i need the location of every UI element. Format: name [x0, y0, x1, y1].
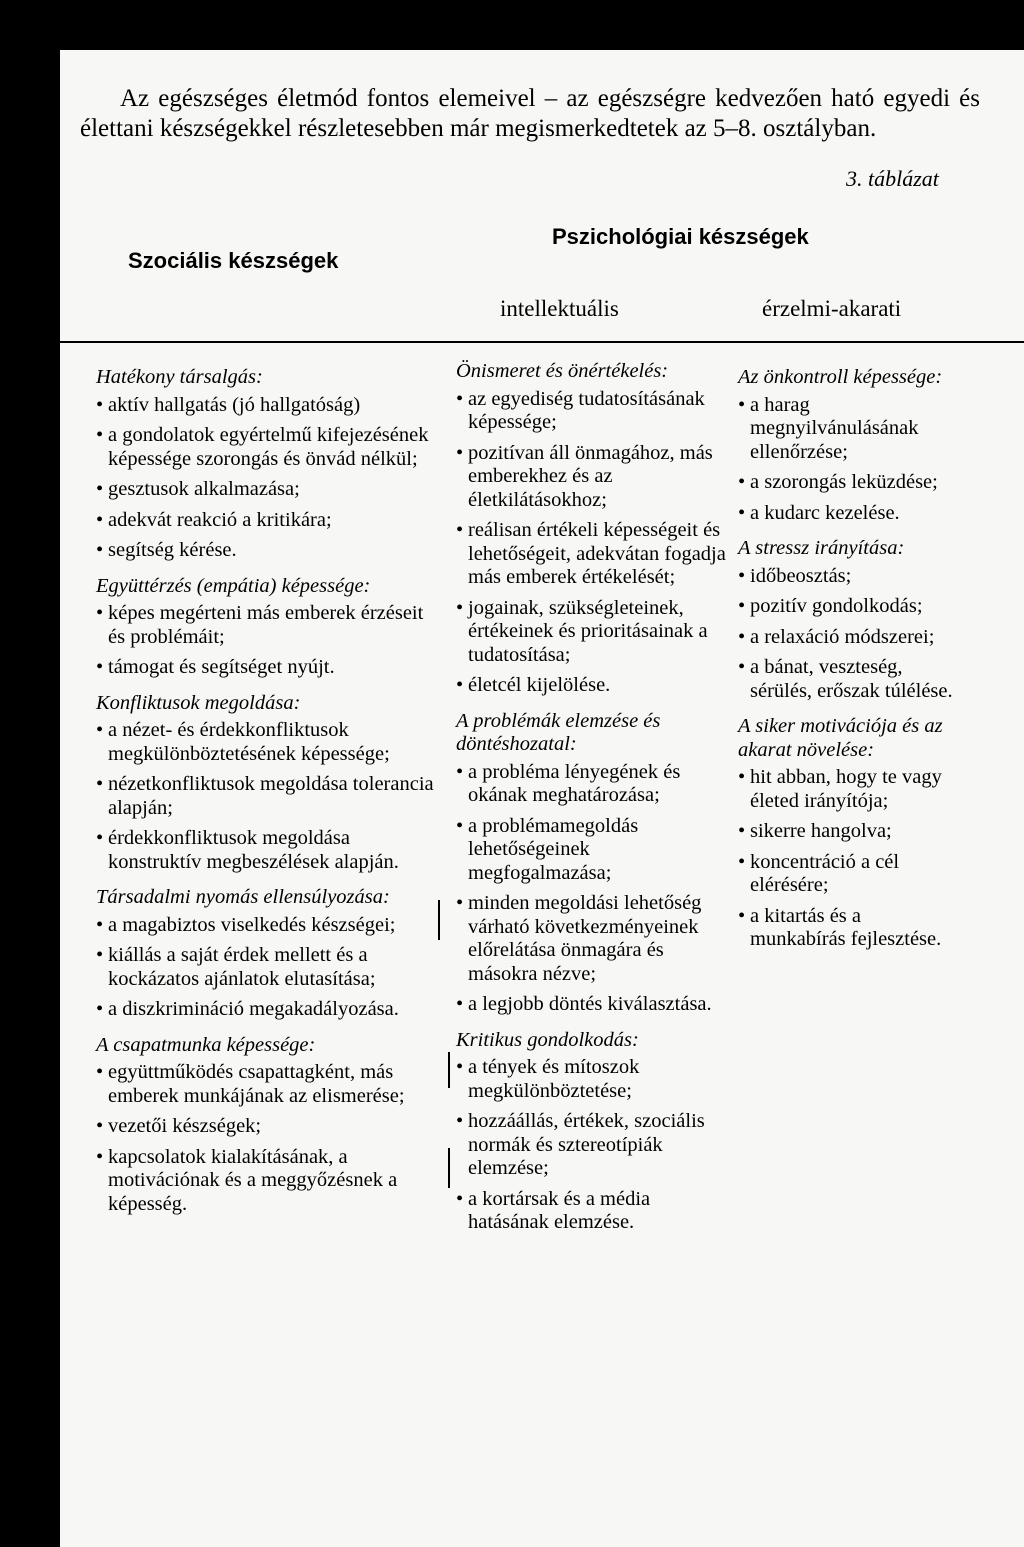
list-item: • nézetkonfliktusok megoldása tolerancia alapján; — [96, 773, 441, 820]
header-intellectual: intellektuális — [500, 296, 619, 321]
list-item: • hozzáállás, értékek, szociális normák és sztereotípiák elemzése; — [456, 1110, 726, 1181]
list-item: • időbeosztás; — [738, 565, 958, 589]
list — [96, 719, 441, 874]
section-title: A siker motivációja és az akarat növelése: — [738, 715, 943, 761]
list-item: • segítség kérése. — [96, 539, 441, 563]
section-title: A csapatmunka képessége: — [96, 1033, 316, 1056]
list-item: • a magabiztos viselkedés készségei; — [96, 914, 441, 938]
list-item: • a probléma lényegének és okának meghatározása; — [456, 761, 726, 808]
list-item: • a diszkrimináció megakadályozása. — [96, 998, 441, 1022]
list-item: • hit abban, hogy te vagy életed irányítója; — [738, 766, 958, 813]
list-item: • koncentráció a cél elérésére; — [738, 851, 958, 898]
table-label: 3. táblázat — [846, 166, 939, 191]
section-title: A stressz irányítása: — [738, 537, 905, 559]
section-title: Együttérzés (empátia) képessége: — [96, 574, 371, 597]
list-item: • a szorongás leküzdése; — [738, 471, 958, 495]
list-item: • a bánat, veszteség, sérülés, erőszak túlélése. — [738, 656, 958, 703]
header-rule — [60, 341, 1024, 343]
list-item: • a harag megnyilvánulásának ellenőrzése; — [738, 394, 958, 465]
list — [738, 766, 958, 952]
list-item: • kiállás a saját érdek mellett és a kockázatos ajánlatok elutasítása; — [96, 944, 441, 991]
list-item: • vezetői készségek; — [96, 1115, 441, 1139]
list — [738, 394, 958, 526]
list-item: • a kortársak és a média hatásának elemzése. — [456, 1188, 726, 1235]
list-item: • adekvát reakció a kritikára; — [96, 509, 441, 533]
list — [96, 914, 441, 1022]
list-item: • a nézet- és érdekkonfliktusok megkülönböztetésének képessége; — [96, 719, 441, 766]
list — [456, 388, 726, 698]
list-item: • képes megérteni más emberek érzéseit és problémáit; — [96, 602, 441, 649]
list-item: • jogainak, szükségleteinek, értékeinek és prioritásainak a tudatosítása; — [456, 597, 726, 668]
list-item: • a kitartás és a munkabírás fejlesztése. — [738, 905, 958, 952]
list-item: • a kudarc kezelése. — [738, 502, 958, 526]
list-item: • életcél kijelölése. — [456, 674, 726, 698]
header-emotional: érzelmi-akarati — [762, 296, 902, 321]
header-psych: Pszichológiai készségek — [552, 224, 809, 249]
list-item: • pozitívan áll önmagához, más emberekhez és az életkilátásokhoz; — [456, 442, 726, 513]
intro-text: Az egészséges életmód fontos elemeivel – az egészségre kedvezően ható egyedi és élettani készségekkel részletesebben már megismerkedtetek az 5–8. osztályban. — [80, 85, 980, 142]
header-social: Szociális készségek — [128, 248, 339, 273]
list-item: • sikerre hangolva; — [738, 820, 958, 844]
list-item: • a tények és mítoszok megkülönböztetése; — [456, 1056, 726, 1103]
list-item: • a legjobb döntés kiválasztása. — [456, 993, 726, 1017]
list-item: • támogat és segítséget nyújt. — [96, 656, 441, 680]
section-title: Társadalmi nyomás ellensúlyozása: — [96, 886, 390, 908]
list-item: • érdekkonfliktusok megoldása konstruktív megbeszélések alapján. — [96, 827, 441, 874]
intro-paragraph — [80, 84, 980, 144]
section-title: Konfliktusok megoldása: — [96, 691, 301, 714]
section-title: A problémák elemzése és döntéshozatal: — [456, 709, 661, 755]
list — [96, 602, 441, 680]
list — [456, 761, 726, 1017]
section-title: Kritikus gondolkodás: — [456, 1028, 639, 1051]
section-title: Az önkontroll képessége: — [738, 366, 943, 388]
list-item: • kapcsolatok kialakításának, a motivációnak és a meggyőzésnek a képesség. — [96, 1146, 441, 1217]
list-item: • együttműködés csapattagként, más emberek munkájának az elismerése; — [96, 1061, 441, 1108]
section-title: Hatékony társalgás: — [96, 366, 263, 388]
list-item: • minden megoldási lehetőség várható következményeinek előrelátása önmagára és másokra nézve; — [456, 892, 726, 986]
list-item: • az egyediség tudatosításának képessége; — [456, 388, 726, 435]
list-item: • pozitív gondolkodás; — [738, 595, 958, 619]
list-item: • a relaxáció módszerei; — [738, 626, 958, 650]
column-social — [96, 366, 441, 1228]
list — [738, 565, 958, 704]
list-item: • a gondolatok egyértelmű kifejezésének képessége szorongás és önvád nélkül; — [96, 424, 441, 471]
column-line-mark-2 — [448, 1052, 450, 1088]
list-item: • gesztusok alkalmazása; — [96, 478, 441, 502]
section-title: Önismeret és önértékelés: — [456, 360, 669, 382]
list-item: • reálisan értékeli képességeit és lehetőségeit, adekvátan fogadja más emberek értékelését; — [456, 519, 726, 590]
list-item: • a problémamegoldás lehetőségeinek megfogalmazása; — [456, 815, 726, 886]
list — [456, 1056, 726, 1235]
list-item: • aktív hallgatás (jó hallgatóság) — [96, 394, 441, 418]
column-line-mark-3 — [448, 1148, 450, 1188]
column-emotional — [738, 366, 958, 964]
list — [96, 394, 441, 563]
column-intellectual — [456, 360, 726, 1247]
list — [96, 1061, 441, 1216]
